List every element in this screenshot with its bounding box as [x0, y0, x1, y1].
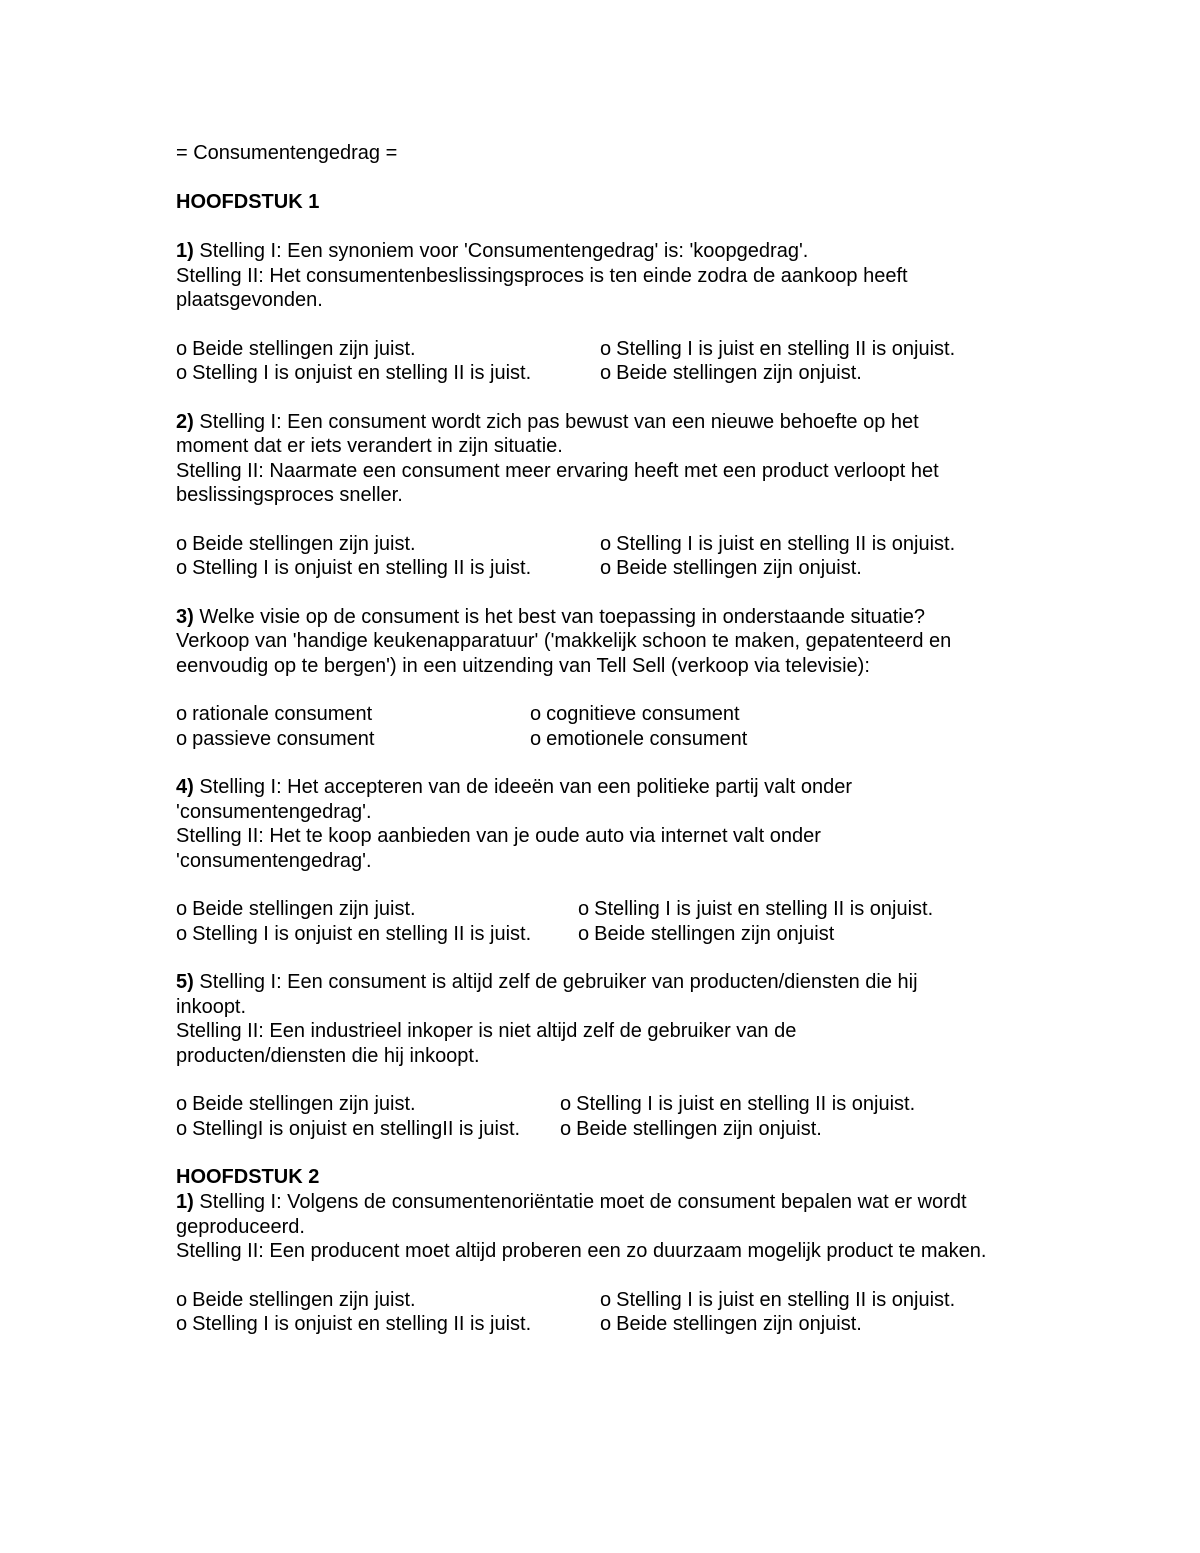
- option-bullet-icon: o: [176, 727, 188, 750]
- option-bullet-icon: o: [176, 922, 188, 945]
- question-statement: [176, 824, 906, 873]
- answer-option[interactable]: [560, 1092, 980, 1117]
- option-label: passieve consument: [192, 727, 375, 750]
- statement-text: Stelling I: Een consument is altijd zelf de gebruiker van producten/diensten die hij inkoopt.: [176, 971, 918, 1018]
- question-number: 1): [176, 240, 194, 262]
- answer-option[interactable]: [176, 361, 600, 386]
- option-label: Stelling I is onjuist en stelling II is juist.: [192, 362, 532, 384]
- question-number: 4): [176, 776, 194, 798]
- option-bullet-icon: o: [578, 898, 590, 920]
- option-label: Beide stellingen zijn juist.: [192, 1288, 416, 1311]
- option-bullet-icon: o: [600, 362, 612, 384]
- question: [176, 605, 1036, 752]
- option-label: Beide stellingen zijn onjuist.: [616, 557, 862, 579]
- option-label: cognitieve consument: [546, 703, 740, 725]
- question-statement: [176, 1019, 876, 1068]
- option-label: Stelling I is juist en stelling II is onjuist.: [616, 337, 956, 360]
- question-number: 3): [176, 605, 194, 628]
- question: [176, 239, 1036, 386]
- option-bullet-icon: o: [176, 703, 188, 725]
- option-label: Beide stellingen zijn onjuist.: [616, 362, 862, 384]
- option-bullet-icon: o: [600, 1313, 612, 1335]
- answer-option[interactable]: [578, 897, 998, 922]
- answer-option[interactable]: [176, 1117, 560, 1142]
- answer-options: [176, 337, 1036, 386]
- option-bullet-icon: o: [600, 337, 612, 360]
- option-label: Beide stellingen zijn juist.: [192, 898, 416, 920]
- question: [176, 410, 1036, 581]
- question-statement: [176, 239, 1036, 264]
- option-label: Stelling I is juist en stelling II is onjuist.: [616, 532, 956, 555]
- answer-options: [176, 532, 1036, 581]
- question-statement: [176, 970, 991, 1019]
- answer-option[interactable]: [560, 1117, 980, 1142]
- option-label: Beide stellingen zijn juist.: [192, 337, 416, 360]
- option-bullet-icon: o: [176, 898, 188, 920]
- option-label: Beide stellingen zijn onjuist.: [576, 1117, 822, 1140]
- answer-option[interactable]: [176, 1288, 600, 1313]
- option-label: Stelling I is juist en stelling II is onjuist.: [616, 1288, 956, 1311]
- option-bullet-icon: o: [176, 1093, 188, 1115]
- option-bullet-icon: o: [600, 532, 612, 555]
- statement-text: Stelling I: Het accepteren van de ideeën van een politieke partij valt onder 'consumentengedrag'.: [176, 776, 852, 823]
- option-bullet-icon: o: [600, 557, 612, 579]
- option-bullet-icon: o: [176, 1313, 188, 1335]
- answer-option[interactable]: [176, 897, 578, 922]
- answer-option[interactable]: [600, 556, 1020, 581]
- document-content: [176, 141, 1036, 1361]
- question-number: 2): [176, 410, 194, 433]
- answer-options: [176, 1092, 1036, 1141]
- chapter-heading: HOOFDSTUK 2: [176, 1166, 320, 1188]
- option-bullet-icon: o: [176, 362, 188, 384]
- option-bullet-icon: o: [176, 532, 188, 555]
- statement-text: Stelling I: Een synoniem voor 'Consumentengedrag' is: 'koopgedrag'.: [199, 240, 809, 262]
- option-label: Stelling I is juist en stelling II is onjuist.: [594, 898, 934, 920]
- statement-text: Welke visie op de consument is het best van toepassing in onderstaande situatie?: [199, 605, 925, 628]
- question-statement: [176, 264, 976, 313]
- question: [176, 775, 1036, 946]
- option-label: Beide stellingen zijn juist.: [192, 532, 416, 555]
- option-bullet-icon: o: [176, 337, 188, 360]
- option-bullet-icon: o: [560, 1093, 572, 1115]
- answer-option[interactable]: [600, 532, 1020, 557]
- answer-option[interactable]: [530, 702, 950, 727]
- option-label: Beide stellingen zijn juist.: [192, 1093, 416, 1115]
- option-label: StellingI is onjuist en stellingII is juist.: [192, 1117, 521, 1140]
- statement-text: Stelling I: Een consument wordt zich pas bewust van een nieuwe behoefte op het moment dat er iets verandert in zijn situatie.: [176, 410, 919, 457]
- statement-text: Stelling II: Een producent moet altijd proberen een zo duurzaam mogelijk product te maken.: [176, 1240, 987, 1262]
- answer-option[interactable]: [176, 702, 530, 727]
- answer-options: [176, 702, 1036, 751]
- answer-option[interactable]: [600, 337, 1020, 362]
- option-bullet-icon: o: [560, 1117, 572, 1140]
- answer-option[interactable]: [176, 922, 578, 947]
- document-title: = Consumentengedrag =: [176, 142, 398, 164]
- option-bullet-icon: o: [578, 922, 590, 945]
- question-statement: [176, 1239, 996, 1264]
- statement-text: Stelling II: Het consumentenbeslissingsproces is ten einde zodra de aankoop heeft plaatsgevonden.: [176, 264, 908, 311]
- question-statement: [176, 459, 1016, 508]
- answer-options: [176, 1288, 1036, 1337]
- answer-option[interactable]: [600, 361, 1020, 386]
- option-label: Stelling I is onjuist en stelling II is juist.: [192, 557, 532, 579]
- question-statement: [176, 1190, 986, 1239]
- option-bullet-icon: o: [176, 1288, 188, 1311]
- answer-option[interactable]: [176, 532, 600, 557]
- option-label: emotionele consument: [546, 727, 748, 750]
- answer-option[interactable]: [176, 1312, 600, 1337]
- statement-text: Stelling II: Naarmate een consument meer ervaring heeft met een product verloopt het beslissingsproces sneller.: [176, 459, 939, 506]
- question-number: 5): [176, 971, 194, 993]
- answer-option[interactable]: [578, 922, 998, 947]
- answer-option[interactable]: [176, 556, 600, 581]
- answer-option[interactable]: [176, 727, 530, 752]
- option-label: Beide stellingen zijn onjuist: [594, 922, 835, 945]
- option-label: Stelling I is onjuist en stelling II is juist.: [192, 1313, 532, 1335]
- answer-option[interactable]: [176, 1092, 560, 1117]
- option-label: Stelling I is juist en stelling II is onjuist.: [576, 1093, 916, 1115]
- answer-options: [176, 897, 1036, 946]
- option-bullet-icon: o: [176, 1117, 188, 1140]
- option-bullet-icon: o: [600, 1288, 612, 1311]
- question: [176, 970, 1036, 1141]
- statement-text: Stelling II: Een industrieel inkoper is niet altijd zelf de gebruiker van de producten/diensten die hij inkoopt.: [176, 1020, 797, 1067]
- statement-text: Stelling II: Het te koop aanbieden van je oude auto via internet valt onder 'consumentengedrag'.: [176, 825, 821, 872]
- statement-text: Stelling I: Volgens de consumentenoriëntatie moet de consument bepalen wat er wordt geproduceerd.: [176, 1191, 967, 1238]
- question-statement: [176, 629, 1021, 678]
- answer-option[interactable]: [176, 337, 600, 362]
- option-bullet-icon: o: [176, 557, 188, 579]
- question-statement: [176, 775, 936, 824]
- answer-option[interactable]: [600, 1288, 1020, 1313]
- question-statement: [176, 605, 1036, 630]
- option-label: Beide stellingen zijn onjuist.: [616, 1313, 862, 1335]
- option-label: rationale consument: [192, 703, 373, 725]
- chapter-heading: HOOFDSTUK 1: [176, 191, 320, 213]
- answer-option[interactable]: [600, 1312, 1020, 1337]
- statement-text: Verkoop van 'handige keukenapparatuur' ('makkelijk schoon te maken, gepatenteerd en eenvoudig op te bergen') in een uitzending van Tell Sell (verkoop via televisie):: [176, 630, 952, 677]
- answer-option[interactable]: [530, 727, 950, 752]
- question-statement: [176, 410, 996, 459]
- option-label: Stelling I is onjuist en stelling II is juist.: [192, 922, 532, 945]
- option-bullet-icon: o: [530, 727, 542, 750]
- question-number: 1): [176, 1191, 194, 1213]
- question: [176, 1190, 1036, 1337]
- option-bullet-icon: o: [530, 703, 542, 725]
